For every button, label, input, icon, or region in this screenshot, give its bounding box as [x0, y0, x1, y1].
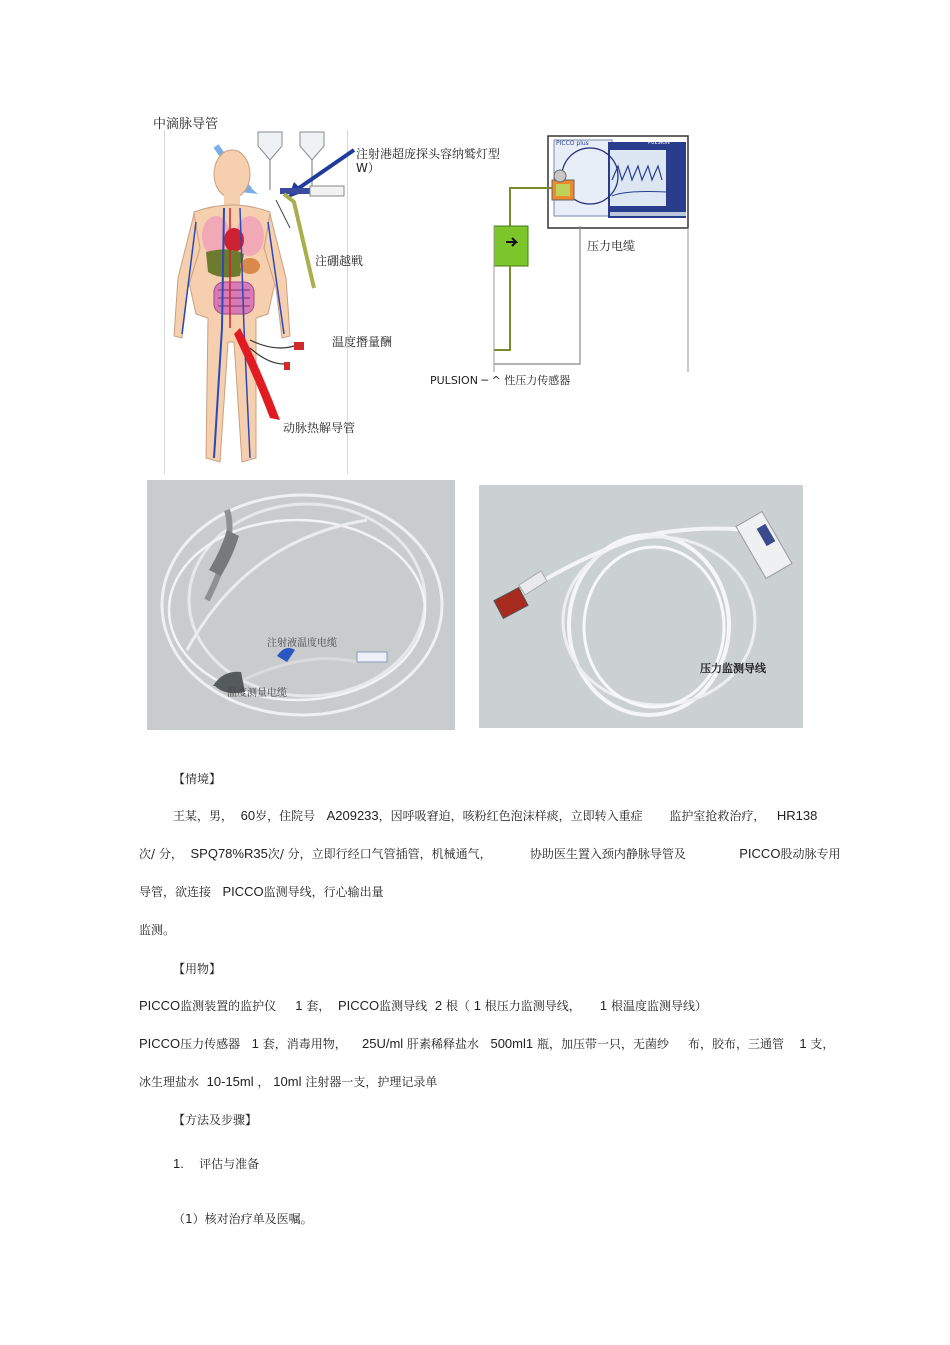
i3-volume: 10-15ml	[206, 1074, 254, 1089]
p1-heart-rate: HR138	[776, 808, 818, 823]
cable-illustration-right	[479, 485, 803, 728]
p2-picco: PICCO	[739, 846, 781, 861]
label-injection-port-2: W）	[356, 161, 380, 175]
label-temp-measure-cable: 温度测量电缆	[227, 688, 287, 699]
i2-text-f: 肝素稀释盐水	[407, 1037, 480, 1051]
label-arterial-catheter: 动脉热解导管	[283, 421, 356, 435]
p1-text-e: ，因呼吸窘迫，咳粉红色泡沫样痰，立即转入重症	[378, 809, 643, 823]
i1-text-l: 根温度监测导线）	[610, 999, 707, 1013]
picco-monitor-diagram	[430, 130, 700, 390]
cable-illustration-left	[147, 480, 455, 730]
paragraph-line-1	[173, 807, 817, 824]
p2-vitals: SPQ78%R35	[190, 846, 268, 861]
label-zhu-peng: 注硼越戦	[315, 254, 364, 268]
i1-text-j: 根压力监测导线，	[484, 999, 581, 1013]
i1-text-f: 监测导线	[379, 999, 428, 1013]
label-central-catheter: 中滴脉导管	[153, 117, 219, 132]
photo-pressure-line	[479, 485, 803, 728]
p2-text-f: 股动脉专用	[780, 847, 841, 861]
i2-text-i: 布，胶布，三通管	[688, 1037, 785, 1051]
p1-text-f: 监护室抢救治疗，	[669, 809, 766, 823]
paragraph-line-4: 监测。	[139, 923, 176, 937]
i2-text-d: 套，消毒用物，	[262, 1037, 347, 1051]
i2-heparin: 25U/ml	[361, 1036, 404, 1051]
i3-text-a: 冰生理盐水	[139, 1075, 200, 1089]
monitor-brand-label: PICCO plus	[556, 140, 589, 147]
step-1-text: 评估与准备	[199, 1157, 260, 1171]
i1-picco: PICCO	[139, 998, 181, 1013]
step-1-number: 1.	[173, 1156, 184, 1171]
monitor-logo-label: PULSION	[648, 140, 670, 146]
i2-text-b: 压力传感器	[180, 1037, 241, 1051]
heading-method: 【方法及步骤】	[173, 1113, 258, 1127]
i1-count-2: 2	[434, 998, 443, 1013]
p3-text-a: 导管，欲连接	[139, 885, 212, 899]
step-1-1: （1）核对治疗单及医嘱。	[173, 1212, 313, 1226]
heading-situation: 【情境】	[173, 772, 222, 786]
i2-picco: PICCO	[139, 1036, 181, 1051]
step-1	[173, 1155, 259, 1172]
p1-age: 60	[240, 808, 256, 823]
p1-text-a: 王某，男，	[173, 809, 234, 823]
p1-hospital-no: A209233	[326, 808, 379, 823]
paragraph-line-2	[139, 845, 840, 862]
label-pressure-monitor-line: 压力监测导线	[700, 662, 766, 675]
i1-picco-2: PICCO	[337, 998, 380, 1013]
p2-text-a: 次/ 分，	[139, 847, 183, 861]
p3-text-c: 监测导线，行心输出量	[263, 885, 384, 899]
i3-syringe: 10ml	[273, 1074, 302, 1089]
p1-text-c: 岁，住院号	[255, 809, 316, 823]
i3-text-e: 注射器一支，护理记录单	[305, 1075, 438, 1089]
i3-text-c: ，	[257, 1075, 270, 1089]
i1-text-d: 套，	[306, 999, 331, 1013]
items-line-1	[139, 997, 707, 1014]
p2-text-d: 协助医生置入颈内静脉导管及	[529, 847, 686, 861]
heading-items: 【用物】	[173, 962, 222, 976]
label-temperature: 温度撍量酬	[332, 335, 393, 349]
i1-count-3: 1	[473, 998, 481, 1013]
paragraph-line-3	[139, 883, 384, 900]
label-pressure-sensor: PULSION ─ ^ 性压力传感器	[430, 374, 571, 387]
photo-temperature-cables	[147, 480, 455, 730]
items-line-3	[139, 1073, 437, 1090]
i1-count-4: 1	[599, 998, 608, 1013]
i2-count-2: 1	[799, 1036, 807, 1051]
label-pressure-cable: 压力电缆	[587, 239, 636, 253]
p2-text-c: 次/ 分，立即行经口气管插管，机械通气，	[267, 847, 492, 861]
i1-text-h: 根（	[445, 999, 470, 1013]
label-injection-temp-cable: 注射液温度电缆	[267, 638, 337, 649]
i2-volume: 500ml1	[490, 1036, 534, 1051]
i1-count: 1	[295, 998, 303, 1013]
i2-text-k: 支，	[810, 1037, 835, 1051]
label-injection-port: 注射港超庞探头容纳鹫灯型	[356, 147, 501, 161]
i2-text-h: 瓶，加压带一只，无菌纱	[536, 1037, 669, 1051]
i2-count: 1	[251, 1036, 259, 1051]
items-line-2	[139, 1035, 834, 1052]
p3-picco: PICCO	[222, 884, 264, 899]
i1-text-b: 监测装置的监护仪	[180, 999, 277, 1013]
